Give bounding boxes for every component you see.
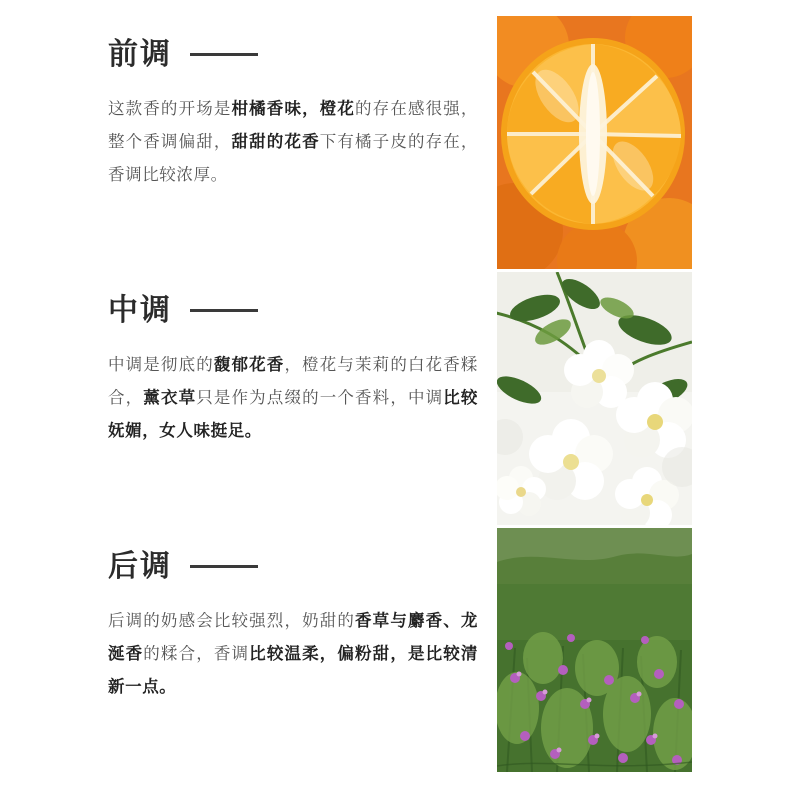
run: 后调的奶感会比较强烈，奶甜的 [108, 612, 356, 630]
heading-rule [190, 565, 258, 568]
run-bold: 薰衣草 [143, 389, 197, 407]
heading-rule [190, 309, 258, 312]
run: 下有橘子皮的存在，香调比较浓厚。 [108, 133, 479, 184]
run-bold: 香草与麝香、龙涎香 [108, 612, 478, 663]
middle-note-heading-row [108, 294, 478, 327]
middle-note-heading: 中调 [108, 294, 172, 327]
heading-rule [190, 53, 258, 56]
top-note-text-column [108, 38, 478, 192]
run-bold: 甜甜的花香 [231, 133, 320, 151]
top-note-heading-row [108, 38, 478, 71]
base-note-heading-row [108, 550, 478, 583]
run: 的存在感很强，整个香调偏甜， [108, 100, 478, 151]
run-bold: 馥郁花香 [213, 356, 285, 374]
run: 这款香的开场是 [108, 100, 232, 118]
top-note-heading: 前调 [108, 38, 172, 71]
run-bold: 比较妩媚，女人味挺足。 [108, 389, 478, 440]
middle-note-paragraph [108, 349, 478, 448]
white-jasmine-flowers-photo [497, 272, 692, 525]
sliced-orange-illustration [497, 16, 692, 269]
run-bold: 柑橘香味，橙花 [231, 100, 356, 118]
run: 中调是彻底的 [108, 356, 214, 374]
sliced-orange-photo [497, 16, 692, 269]
run: 的糅合，香调 [143, 645, 250, 663]
run: ，橙花与茉莉的白花香糅合， [108, 356, 478, 407]
purple-wildflower-field-photo [497, 528, 692, 772]
run-bold: 比较温柔，偏粉甜，是比较清新一点。 [108, 645, 478, 696]
wildflower-field-illustration [497, 528, 692, 772]
top-note-paragraph [108, 93, 478, 192]
middle-note-text-column [108, 294, 478, 448]
jasmine-illustration [497, 272, 692, 525]
run: 只是作为点缀的一个香料，中调 [196, 389, 444, 407]
base-note-heading: 后调 [108, 550, 172, 583]
base-note-paragraph [108, 605, 478, 704]
base-note-text-column [108, 550, 478, 704]
